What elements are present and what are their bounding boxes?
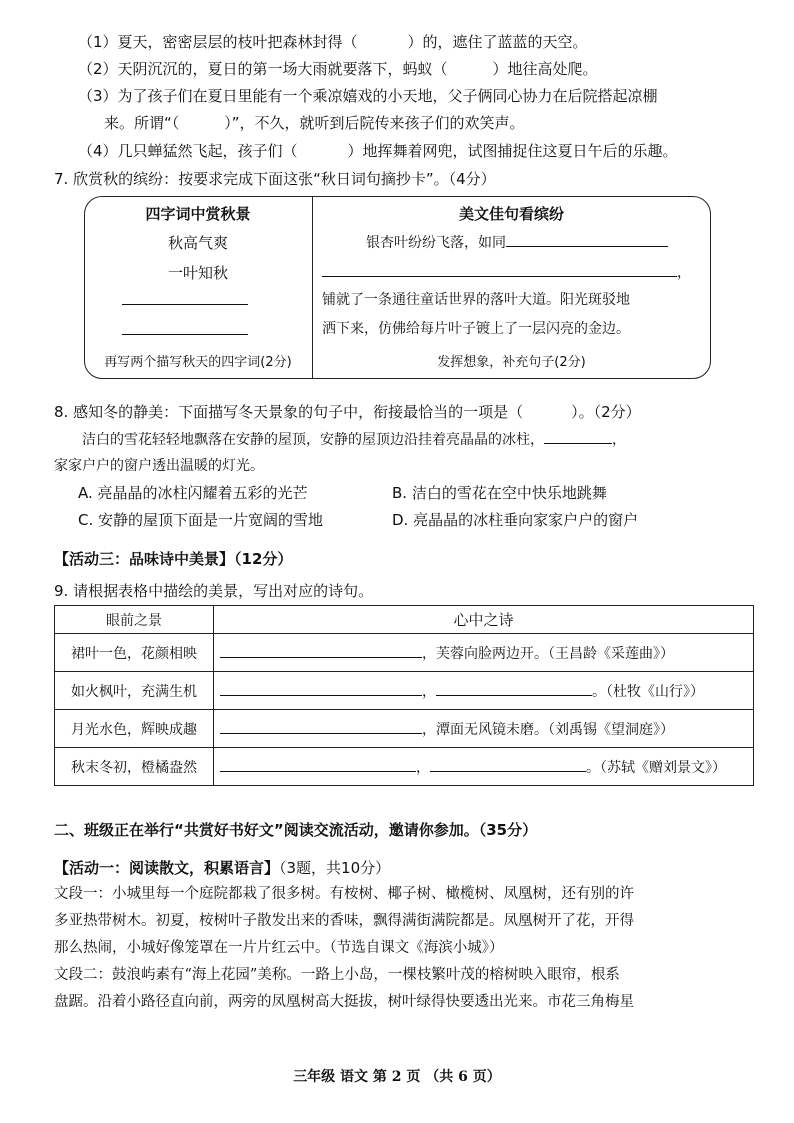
- card-right-line1: 银杏叶纷纷飞落，如同: [366, 232, 668, 252]
- para1-line1: 文段一：小城里每一个庭院都栽了很多树。有桉树、椰子树、橄榄树、凤凰树，还有别的许: [54, 886, 634, 902]
- card-left-word1: 秋高气爽: [167, 234, 228, 252]
- card-right-note: 发挥想象，补充句子(2分): [437, 355, 586, 370]
- q8-option-a[interactable]: A. 亮晶晶的冰柱闪耀着五彩的光芒: [78, 484, 308, 502]
- poem-table: [54, 605, 754, 786]
- poem-cell: ，潭面无风镜未磨。（刘禹锡《望洞庭》）: [214, 710, 754, 748]
- q8-option-c[interactable]: C. 安静的屋顶下面是一片宽阔的雪地: [78, 511, 324, 529]
- poem-cell: ， 。（苏轼《赠刘景文》）: [214, 748, 754, 786]
- q9-stem: 9. 请根据表格中描绘的美景，写出对应的诗句。: [54, 582, 374, 600]
- q6-item1: （1）夏天，密密层层的枝叶把森林封得（ ）的，遮住了蓝蓝的天空。: [78, 33, 588, 51]
- scene-cell: 秋末冬初，橙橘盎然: [55, 748, 214, 786]
- poem-blank[interactable]: [220, 719, 422, 734]
- q6-item4: （4）几只蝉猛然飞起，孩子们（ ）地挥舞着网兜，试图捕捉住这夏日午后的乐趣。: [78, 142, 678, 160]
- card-right-blank-line: ，: [322, 262, 691, 282]
- poem-cell: ，芙蓉向脸两边开。（王昌龄《采莲曲》）: [214, 634, 754, 672]
- q8-blank[interactable]: [544, 429, 612, 444]
- poem-blank[interactable]: [220, 643, 422, 658]
- poem-blank[interactable]: [220, 757, 416, 772]
- poem-table-header: [55, 606, 754, 634]
- poem-blank[interactable]: [220, 681, 422, 696]
- q6-item3-line2: 来。所谓“（ ）”，不久，就听到后院传来孩子们的欢笑声。: [104, 114, 525, 132]
- para2-line2: 盘踞。沿着小路径直向前，两旁的凤凰树高大挺拔，树叶绿得快要透出光来。市花三角梅星: [54, 994, 634, 1010]
- para1-line2: 多亚热带树木。初夏，桉树叶子散发出来的香味，飘得满街满院都是。凤凰树开了花，开得: [54, 913, 634, 929]
- card-right-line2: 铺就了一条通往童话世界的落叶大道。阳光斑驳地: [322, 292, 630, 308]
- activity1-title: 【活动一：阅读散文，积累语言】（3题，共10分）: [54, 859, 391, 877]
- q8-option-b[interactable]: B. 洁白的雪花在空中快乐地跳舞: [392, 484, 607, 502]
- card-right-blank1[interactable]: [506, 232, 668, 247]
- card-left-blank1[interactable]: [122, 290, 248, 305]
- q7-stem: 7. 欣赏秋的缤纷：按要求完成下面这张“秋日词句摘抄卡”。（4分）: [54, 170, 496, 188]
- card-left-title: 四字词中赏秋景: [145, 205, 251, 223]
- card-right-title: 美文佳句看缤纷: [458, 205, 564, 223]
- table-row: [55, 672, 754, 710]
- scene-cell: 如火枫叶，充满生机: [55, 672, 214, 710]
- card-left-note: 再写两个描写秋天的四字词(2分): [104, 355, 292, 370]
- q8-passage-line1: 洁白的雪花轻轻地飘落在安静的屋顶，安静的屋顶边沿挂着亮晶晶的冰柱， ，: [82, 429, 626, 450]
- q8-stem: 8. 感知冬的静美：下面描写冬天景象的句子中，衔接最恰当的一项是（ ）。（2分）: [54, 403, 641, 421]
- q8-option-d[interactable]: D. 亮晶晶的冰柱垂向家家户户的窗户: [392, 511, 639, 529]
- page-footer: 三年级 语文 第 2 页 （共 6 页）: [293, 1069, 501, 1085]
- card-right-line3: 洒下来，仿佛给每片叶子镀上了一层闪亮的金边。: [322, 321, 630, 337]
- q8-passage-line2: 家家户户的窗户透出温暖的灯光。: [54, 458, 264, 474]
- activity3-title: 【活动三：品味诗中美景】（12分）: [54, 550, 293, 568]
- para2-line1: 文段二：鼓浪屿素有“海上花园”美称。一路上小岛，一棵枝繁叶茂的榕树映入眼帘，根系: [54, 967, 620, 983]
- poem-cell: ， 。（杜牧《山行》）: [214, 672, 754, 710]
- poem-blank[interactable]: [436, 681, 592, 696]
- card-right-blank2[interactable]: [322, 262, 677, 277]
- q6-item3-line1: （3）为了孩子们在夏日里能有一个乘凉嬉戏的小天地，父子俩同心协力在后院搭起凉棚: [78, 87, 658, 105]
- table-row: [55, 710, 754, 748]
- scene-cell: 月光水色，辉映成趣: [55, 710, 214, 748]
- scene-cell: 裙叶一色，花颜相映: [55, 634, 214, 672]
- col-scene-header: 眼前之景: [55, 606, 214, 634]
- card-left-blank2[interactable]: [122, 320, 248, 335]
- para1-line3: 那么热闹，小城好像笼罩在一片片红云中。（节选自课文《海滨小城》）: [54, 940, 504, 956]
- table-row: [55, 748, 754, 786]
- section2-title: 二、班级正在举行“共赏好书好文”阅读交流活动，邀请你参加。（35分）: [54, 821, 538, 839]
- card-left-word2: 一叶知秋: [167, 264, 228, 282]
- q6-item2: （2）天阴沉沉的，夏日的第一场大雨就要落下，蚂蚁（ ）地往高处爬。: [78, 60, 598, 78]
- table-row: [55, 634, 754, 672]
- poem-blank[interactable]: [430, 757, 586, 772]
- col-poem-header: 心中之诗: [214, 606, 754, 634]
